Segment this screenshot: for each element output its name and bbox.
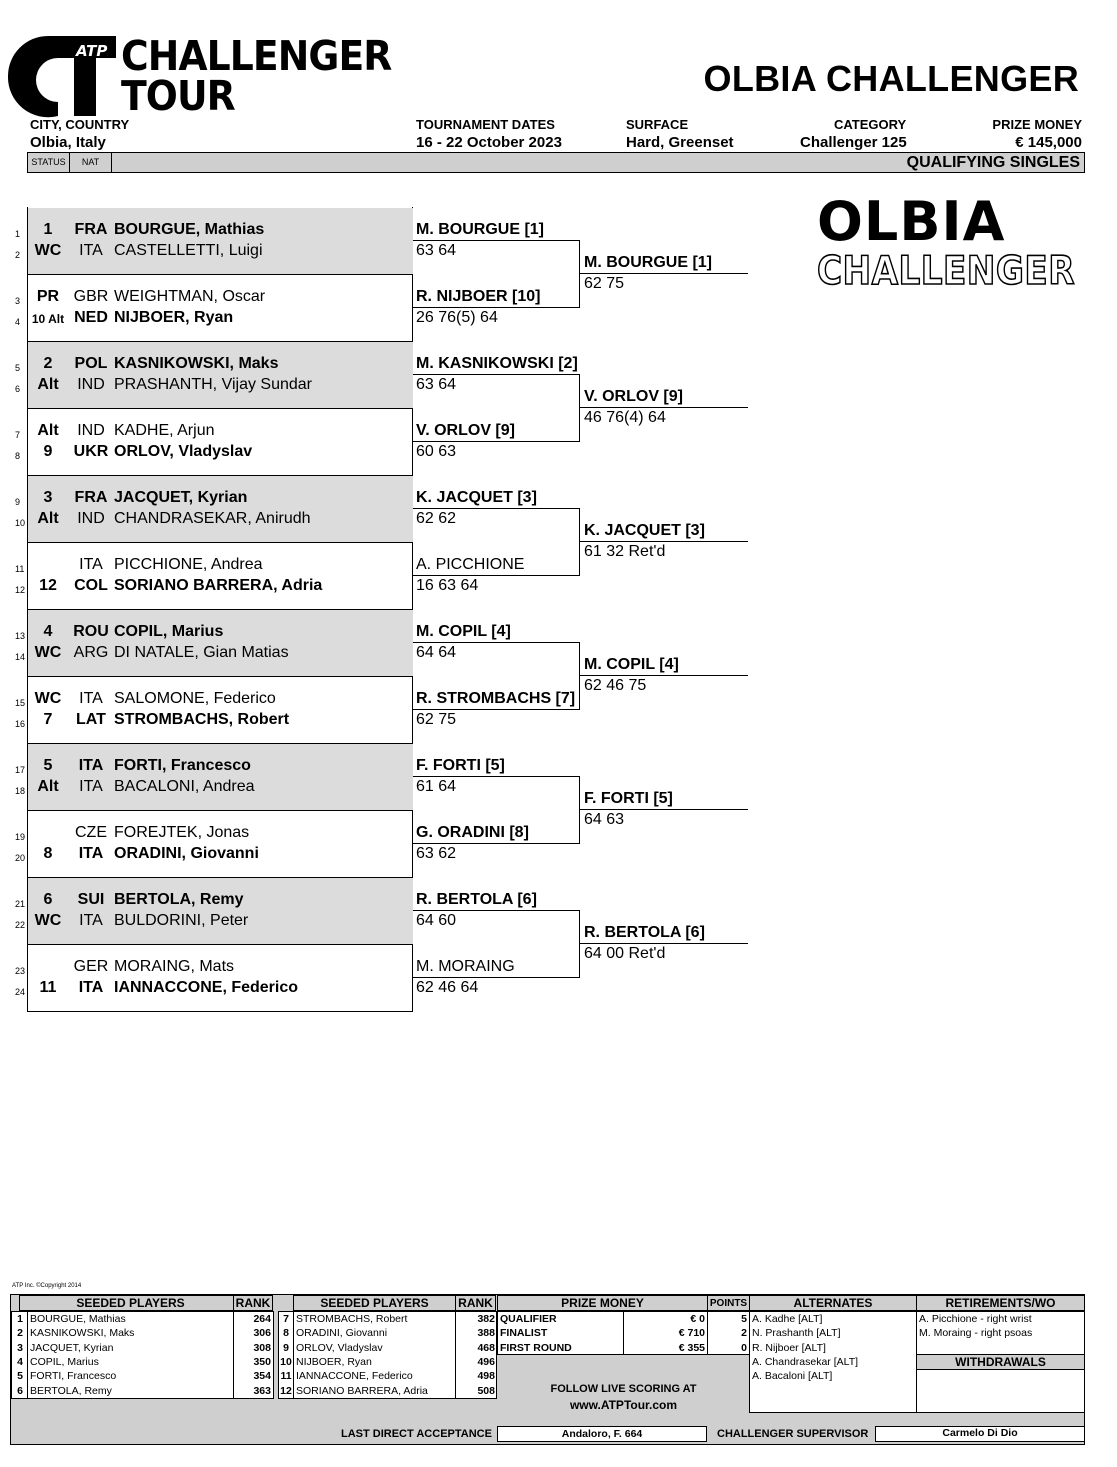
draw-header-bar <box>27 152 1085 173</box>
bracket-connector <box>579 374 580 442</box>
player-nationality: LAT <box>76 711 106 728</box>
round2-line <box>413 575 580 576</box>
prize-money-header: PRIZE MONEY <box>497 1295 708 1311</box>
bracket-connector <box>579 642 580 710</box>
player-nationality: ITA <box>79 778 103 795</box>
seeded-player-name: FORTI, Francesco <box>30 1370 117 1383</box>
seeded-player-rank: 388 <box>477 1327 495 1340</box>
seed-number: 10 <box>280 1355 292 1368</box>
logo-word-tour: TOUR <box>121 72 235 120</box>
seed-number: 5 <box>17 1370 23 1383</box>
seeded-player-rank: 468 <box>477 1341 495 1354</box>
round2-line <box>413 240 580 241</box>
player-nationality: ITA <box>78 757 104 774</box>
qualifier-line <box>580 943 748 944</box>
player-seed-status: 1 <box>43 221 53 238</box>
surface-label: SURFACE <box>626 117 689 132</box>
player-name: FOREJTEK, Jonas <box>114 824 250 841</box>
player-draw-number: 10 <box>15 518 26 528</box>
player-draw-number: 16 <box>15 719 26 729</box>
player-draw-number: 17 <box>15 765 26 775</box>
round2-score: 62 46 64 <box>416 979 479 996</box>
player-draw-number: 14 <box>15 652 26 662</box>
prize-round-label: QUALIFIER <box>500 1313 557 1325</box>
player-draw-number: 9 <box>15 497 21 507</box>
status-column-label: STATUS <box>28 153 70 172</box>
player-draw-number: 13 <box>15 631 26 641</box>
atptour-link: www.ATPTour.com <box>569 1398 678 1412</box>
player-seed-status: 12 <box>39 577 57 594</box>
nat-column-label: NAT <box>70 153 112 172</box>
prize-amount: € 710 <box>678 1327 705 1340</box>
round2-winner: M. MORAING <box>416 958 515 975</box>
seeded-player-name: SORIANO BARRERA, Adria <box>296 1384 428 1397</box>
player-nationality: ARG <box>73 644 109 661</box>
prize-round-label: FIRST ROUND <box>500 1341 572 1354</box>
match-highlight <box>28 878 413 944</box>
round2-score: 62 75 <box>416 711 457 728</box>
round2-winner: R. NIJBOER [10] <box>416 288 541 305</box>
player-seed-status: Alt <box>37 510 59 527</box>
player-draw-number: 3 <box>15 296 21 306</box>
seeded-player-name: BOURGUE, Mathias <box>30 1313 126 1325</box>
alternates-header: ALTERNATES <box>749 1295 917 1311</box>
prize-round-label: FINALIST <box>500 1327 548 1340</box>
player-seed-status: WC <box>34 644 62 661</box>
qualifier-line <box>580 273 748 274</box>
player-name: IANNACCONE, Federico <box>114 979 299 996</box>
player-nationality: GBR <box>73 288 109 305</box>
alternate-entry: A. Kadhe [ALT] <box>752 1313 823 1325</box>
player-name: STROMBACHS, Robert <box>114 711 290 728</box>
atp-logo-mark-icon <box>8 36 118 116</box>
player-seed-status: 9 <box>43 443 53 460</box>
event-logo-line2: CHALLENGER <box>817 249 1075 294</box>
player-seed-status: 11 <box>39 979 57 996</box>
round2-score: 63 64 <box>416 376 457 393</box>
seed-number: 7 <box>283 1313 289 1325</box>
round2-line <box>413 977 580 978</box>
atp-challenger-tour-logo <box>8 32 392 120</box>
player-name: FORTI, Francesco <box>114 757 251 774</box>
qualifier-score: 64 63 <box>584 811 625 828</box>
round2-score: 64 60 <box>416 912 457 929</box>
dates-value: 16 - 22 October 2023 <box>416 134 562 151</box>
seeded-player-name: BERTOLA, Remy <box>30 1384 112 1397</box>
player-name: SALOMONE, Federico <box>114 690 276 707</box>
player-draw-number: 20 <box>15 853 26 863</box>
player-name: BOURGUE, Mathias <box>114 221 265 238</box>
alternate-entry: A. Chandrasekar [ALT] <box>752 1355 859 1368</box>
logo-word-challenger: CHALLENGER <box>121 32 392 80</box>
seeded-player-name: ORLOV, Vladyslav <box>296 1341 383 1354</box>
player-draw-number: 6 <box>15 384 21 394</box>
player-name: SORIANO BARRERA, Adria <box>114 577 323 594</box>
bracket-connector <box>579 776 580 844</box>
player-name: CASTELLETTI, Luigi <box>114 242 263 259</box>
player-draw-number: 1 <box>15 229 21 239</box>
round2-winner: G. ORADINI [8] <box>416 824 529 841</box>
player-name: BACALONI, Andrea <box>114 778 255 795</box>
player-seed-status: Alt <box>37 376 59 393</box>
player-name: WEIGHTMAN, Oscar <box>114 288 266 305</box>
seeded-player-rank: 363 <box>253 1384 271 1397</box>
player-draw-number: 5 <box>15 363 21 373</box>
player-nationality: FRA <box>74 489 108 506</box>
last-direct-acceptance-value: Andaloro, F. 664 <box>561 1428 643 1440</box>
match-separator <box>27 408 413 409</box>
round2-score: 62 62 <box>416 510 457 527</box>
qualifier-line <box>580 407 748 408</box>
seed-number: 6 <box>17 1384 23 1397</box>
round2-winner: M. BOURGUE [1] <box>416 221 544 238</box>
player-draw-number: 4 <box>15 317 21 327</box>
match-highlight <box>28 342 413 408</box>
round2-line <box>413 642 580 643</box>
round2-score: 61 64 <box>416 778 457 795</box>
points-header: POINTS <box>707 1295 750 1311</box>
round2-winner: R. BERTOLA [6] <box>416 891 537 908</box>
qualifier-winner: R. BERTOLA [6] <box>584 924 705 941</box>
round2-score: 63 62 <box>416 845 457 862</box>
supervisor-value: Carmelo Di Dio <box>942 1427 1018 1439</box>
prize-points: 5 <box>741 1313 747 1325</box>
player-draw-number: 23 <box>15 966 26 976</box>
seed-number: 9 <box>283 1341 289 1354</box>
seed-divider <box>27 1311 28 1399</box>
qualifier-line <box>580 809 748 810</box>
player-name: KADHE, Arjun <box>114 422 215 439</box>
round2-line <box>413 441 580 442</box>
match-separator <box>27 676 413 677</box>
player-nationality: ITA <box>79 242 103 259</box>
round2-line <box>413 910 580 911</box>
player-draw-number: 2 <box>15 250 21 260</box>
player-name: PRASHANTH, Vijay Sundar <box>114 376 312 393</box>
player-name: ORADINI, Giovanni <box>114 845 259 862</box>
player-nationality: IND <box>77 376 105 393</box>
round2-winner: R. STROMBACHS [7] <box>416 690 576 707</box>
player-nationality: IND <box>77 422 105 439</box>
player-name: COPIL, Marius <box>114 623 224 640</box>
player-name: CHANDRASEKAR, Anirudh <box>114 510 311 527</box>
player-seed-status: Alt <box>37 422 59 439</box>
tournament-title: OLBIA CHALLENGER <box>703 58 1079 99</box>
rank-divider <box>455 1311 456 1399</box>
player-nationality: ROU <box>73 623 109 640</box>
player-nationality: ITA <box>78 845 104 862</box>
player-seed-status: 8 <box>43 845 53 862</box>
qualifier-line <box>580 675 748 676</box>
bracket-connector <box>579 508 580 576</box>
round2-line <box>413 374 580 375</box>
prize-amount: € 0 <box>690 1313 705 1325</box>
qualifier-score: 62 46 75 <box>584 677 647 694</box>
player-draw-number: 19 <box>15 832 26 842</box>
round2-score: 64 64 <box>416 644 457 661</box>
round2-score: 16 63 64 <box>416 577 479 594</box>
seed-number: 1 <box>17 1313 23 1325</box>
player-nationality: GER <box>73 958 109 975</box>
round2-winner: V. ORLOV [9] <box>416 422 515 439</box>
round2-winner: K. JACQUET [3] <box>416 489 537 506</box>
olbia-challenger-event-logo <box>815 190 1080 294</box>
category-label: CATEGORY <box>834 117 907 132</box>
round2-line <box>413 709 580 710</box>
points-divider <box>707 1311 708 1355</box>
player-name: JACQUET, Kyrian <box>114 489 248 506</box>
dates-label: TOURNAMENT DATES <box>416 117 555 132</box>
withdrawals-box <box>916 1369 1085 1413</box>
city-label: CITY, COUNTRY <box>30 117 130 132</box>
player-name: BERTOLA, Remy <box>114 891 244 908</box>
city-value: Olbia, Italy <box>30 134 106 151</box>
seeded-player-name: NIJBOER, Ryan <box>296 1355 372 1368</box>
prize-amount: € 355 <box>678 1341 705 1354</box>
player-seed-status: 2 <box>43 355 53 372</box>
round2-winner: F. FORTI [5] <box>416 757 505 774</box>
footer-panel <box>10 1294 1085 1445</box>
seeded-player-name: KASNIKOWSKI, Maks <box>30 1327 135 1340</box>
player-nationality: ITA <box>78 979 104 996</box>
player-seed-status: 7 <box>43 711 53 728</box>
player-seed-status: WC <box>34 690 62 707</box>
player-draw-number: 22 <box>15 920 26 930</box>
seed-divider <box>293 1311 294 1399</box>
rank-divider <box>233 1311 234 1399</box>
bracket-connector <box>579 240 580 308</box>
match-highlight <box>28 476 413 542</box>
player-draw-number: 21 <box>15 899 26 909</box>
qualifier-score: 64 00 Ret'd <box>584 945 666 962</box>
atp-small-label: ATP <box>76 42 108 60</box>
player-name: DI NATALE, Gian Matias <box>114 644 289 661</box>
match-separator <box>27 274 413 275</box>
seed-number: 12 <box>280 1384 292 1397</box>
prize-money-value: € 145,000 <box>1015 134 1082 151</box>
seeded-player-name: COPIL, Marius <box>30 1355 99 1368</box>
match-separator <box>27 944 413 945</box>
seed-number: 3 <box>17 1341 23 1354</box>
withdrawals-header: WITHDRAWALS <box>916 1354 1085 1370</box>
retirements-header: RETIREMENTS/WO <box>916 1295 1085 1311</box>
seed-number: 2 <box>17 1327 23 1340</box>
player-draw-number: 7 <box>15 430 21 440</box>
prize-points: 0 <box>741 1341 747 1354</box>
round2-line <box>413 508 580 509</box>
seeded-player-name: ORADINI, Giovanni <box>296 1327 388 1340</box>
qualifier-winner: F. FORTI [5] <box>584 790 673 807</box>
round2-score: 60 63 <box>416 443 457 460</box>
prize-divider <box>623 1311 624 1355</box>
round2-score: 63 64 <box>416 242 457 259</box>
category-value: Challenger 125 <box>800 134 907 151</box>
draw-title: QUALIFYING SINGLES <box>906 154 1080 171</box>
player-draw-number: 12 <box>15 585 26 595</box>
supervisor-label: CHALLENGER SUPERVISOR <box>717 1428 869 1440</box>
seeded-player-name: STROMBACHS, Robert <box>296 1313 408 1325</box>
player-nationality: COL <box>74 577 108 594</box>
player-seed-status: WC <box>34 912 62 929</box>
player-seed-status: 3 <box>43 489 53 506</box>
player-name: ORLOV, Vladyslav <box>114 443 253 460</box>
player-name: KASNIKOWSKI, Maks <box>114 355 279 372</box>
player-nationality: ITA <box>79 690 103 707</box>
seeded-player-rank: 354 <box>253 1370 271 1383</box>
surface-value: Hard, Greenset <box>626 134 734 151</box>
rank-header: RANK <box>455 1295 496 1311</box>
player-draw-number: 24 <box>15 987 26 997</box>
seed-number: 11 <box>280 1370 292 1383</box>
round2-line <box>413 307 580 308</box>
player-nationality: NED <box>74 309 108 326</box>
player-seed-status: 10 Alt <box>31 312 65 326</box>
match-highlight <box>28 610 413 676</box>
round2-winner: A. PICCHIONE <box>416 556 525 573</box>
qualifier-score: 61 32 Ret'd <box>584 543 666 560</box>
player-draw-number: 15 <box>15 698 26 708</box>
round2-score: 26 76(5) 64 <box>416 309 498 326</box>
round2-line <box>413 776 580 777</box>
player-nationality: POL <box>74 355 108 372</box>
qualifier-score: 62 75 <box>584 275 625 292</box>
retirement-entry: A. Picchione - right wrist <box>919 1313 1032 1325</box>
round2-winner: M. COPIL [4] <box>416 623 511 640</box>
alternate-entry: A. Bacaloni [ALT] <box>752 1370 833 1383</box>
player-seed-status: 4 <box>43 623 53 640</box>
match-separator <box>27 542 413 543</box>
qualifier-winner: K. JACQUET [3] <box>584 522 705 539</box>
seeded-player-rank: 382 <box>477 1313 495 1325</box>
player-seed-status: WC <box>34 242 62 259</box>
match-separator <box>27 1011 413 1012</box>
seed-number: 8 <box>283 1327 289 1340</box>
seeded-player-rank: 508 <box>477 1384 495 1397</box>
player-nationality: IND <box>77 510 105 527</box>
bracket-connector <box>579 910 580 978</box>
match-separator <box>27 810 413 811</box>
match-highlight <box>28 744 413 810</box>
event-logo-line1: OLBIA <box>817 190 1006 253</box>
player-seed-status: PR <box>36 288 60 305</box>
player-nationality: ITA <box>79 912 103 929</box>
player-nationality: CZE <box>75 824 107 841</box>
match-highlight <box>28 208 413 274</box>
player-name: MORAING, Mats <box>114 958 235 975</box>
player-draw-number: 8 <box>15 451 21 461</box>
player-name: NIJBOER, Ryan <box>114 309 234 326</box>
qualifier-winner: M. COPIL [4] <box>584 656 679 673</box>
rank-header: RANK <box>233 1295 273 1311</box>
player-seed-status: 5 <box>43 757 53 774</box>
player-draw-number: 11 <box>15 564 25 574</box>
seeded-player-rank: 264 <box>253 1313 271 1325</box>
player-seed-status: 6 <box>43 891 53 908</box>
seeded-players-header: SEEDED PLAYERS <box>293 1295 456 1311</box>
seeded-player-rank: 498 <box>477 1370 495 1383</box>
alternate-entry: R. Nijboer [ALT] <box>752 1341 826 1354</box>
last-direct-acceptance-label: LAST DIRECT ACCEPTANCE <box>341 1428 492 1440</box>
player-nationality: SUI <box>77 891 105 908</box>
retirement-entry: M. Moraing - right psoas <box>919 1327 1033 1340</box>
round2-winner: M. KASNIKOWSKI [2] <box>416 355 578 372</box>
seeded-player-name: IANNACCONE, Federico <box>296 1370 413 1383</box>
seeded-player-rank: 308 <box>253 1341 271 1354</box>
qualifier-winner: V. ORLOV [9] <box>584 388 683 405</box>
prize-points: 2 <box>741 1327 747 1340</box>
qualifier-score: 46 76(4) 64 <box>584 409 666 426</box>
player-nationality: ITA <box>79 556 103 573</box>
qualifier-winner: M. BOURGUE [1] <box>584 254 712 271</box>
prize-money-label: PRIZE MONEY <box>992 117 1082 132</box>
round2-line <box>413 843 580 844</box>
seeded-player-name: JACQUET, Kyrian <box>30 1341 114 1354</box>
seeded-player-rank: 306 <box>253 1327 271 1340</box>
copyright-text: ATP Inc. ©Copyright 2014 <box>12 1283 82 1289</box>
player-draw-number: 18 <box>15 786 26 796</box>
seeded-player-rank: 350 <box>253 1355 271 1368</box>
player-seed-status: Alt <box>37 778 59 795</box>
alternate-entry: N. Prashanth [ALT] <box>752 1327 841 1340</box>
seeded-player-rank: 496 <box>477 1355 495 1368</box>
follow-live-scoring-text: FOLLOW LIVE SCORING AT <box>550 1383 697 1395</box>
player-nationality: FRA <box>74 221 108 238</box>
player-name: PICCHIONE, Andrea <box>114 556 263 573</box>
player-nationality: UKR <box>73 443 109 460</box>
seed-number: 4 <box>17 1355 23 1368</box>
qualifier-line <box>580 541 748 542</box>
player-name: BULDORINI, Peter <box>114 912 249 929</box>
seeded-players-header: SEEDED PLAYERS <box>19 1295 242 1311</box>
